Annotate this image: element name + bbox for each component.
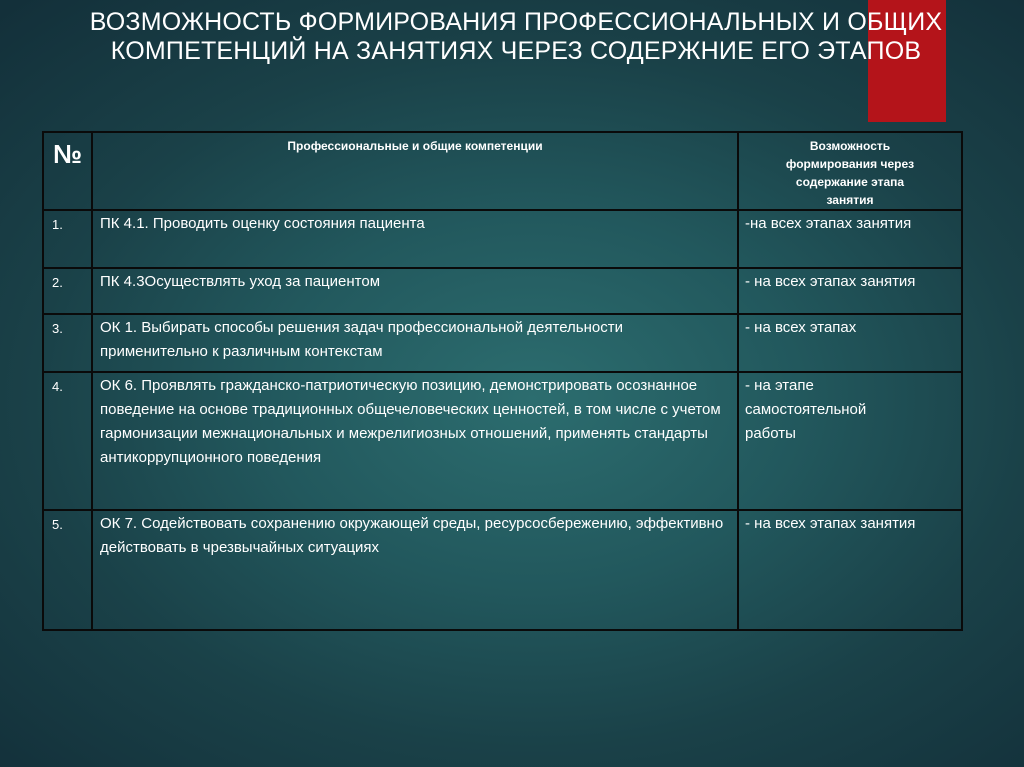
title-line-1: ВОЗМОЖНОСТЬ ФОРМИРОВАНИЯ ПРОФЕССИОНАЛЬНЫХ И ОБЩИХ <box>89 8 943 36</box>
row-possibility <box>738 372 962 510</box>
row-possibility: -на всех этапах занятия <box>738 210 962 268</box>
row-possibility: - на всех этапах занятия <box>738 268 962 314</box>
table-header-row <box>43 132 962 210</box>
table-row <box>43 314 962 372</box>
slide-title <box>66 8 966 66</box>
row-competence: ОК 1. Выбирать способы решения задач профессиональной деятельности применительно к различным контекстам <box>92 314 738 372</box>
title-line-2: КОМПЕТЕНЦИЙ НА ЗАНЯТИЯХ ЧЕРЕЗ СОДЕРЖНИЕ ЕГО ЭТАПОВ <box>110 37 922 65</box>
table-row <box>43 268 962 314</box>
row-number: 4. <box>43 372 92 510</box>
row-number: 1. <box>43 210 92 268</box>
competencies-table <box>42 131 963 631</box>
row-competence: ОК 6. Проявлять гражданско-патриотическую позицию, демонстрировать осознанное поведение на основе традиционных общечеловеческих ценностей, в том числе с учетом гармонизации межнациональных и межрелигиозных отношений, применять стандарты антикоррупционного поведения <box>92 372 738 510</box>
row-number: 5. <box>43 510 92 630</box>
row-possibility: - на всех этапах занятия <box>738 510 962 630</box>
row-competence: ПК 4.3Осуществлять уход за пациентом <box>92 268 738 314</box>
header-possibility <box>738 132 962 210</box>
table-row <box>43 510 962 630</box>
table-row <box>43 372 962 510</box>
row-possibility-text: - на этапе самостоятельной работы <box>745 377 867 442</box>
header-number: № <box>43 132 92 210</box>
row-number: 3. <box>43 314 92 372</box>
header-possibility-text: Возможность формирования через содержание этапа занятия <box>785 139 915 207</box>
table-row <box>43 210 962 268</box>
row-number: 2. <box>43 268 92 314</box>
header-competencies: Профессиональные и общие компетенции <box>92 132 738 210</box>
row-competence: ОК 7. Содействовать сохранению окружающей среды, ресурсосбережению, эффективно действовать в чрезвычайных ситуациях <box>92 510 738 630</box>
row-competence: ПК 4.1. Проводить оценку состояния пациента <box>92 210 738 268</box>
row-possibility: - на всех этапах <box>738 314 962 372</box>
